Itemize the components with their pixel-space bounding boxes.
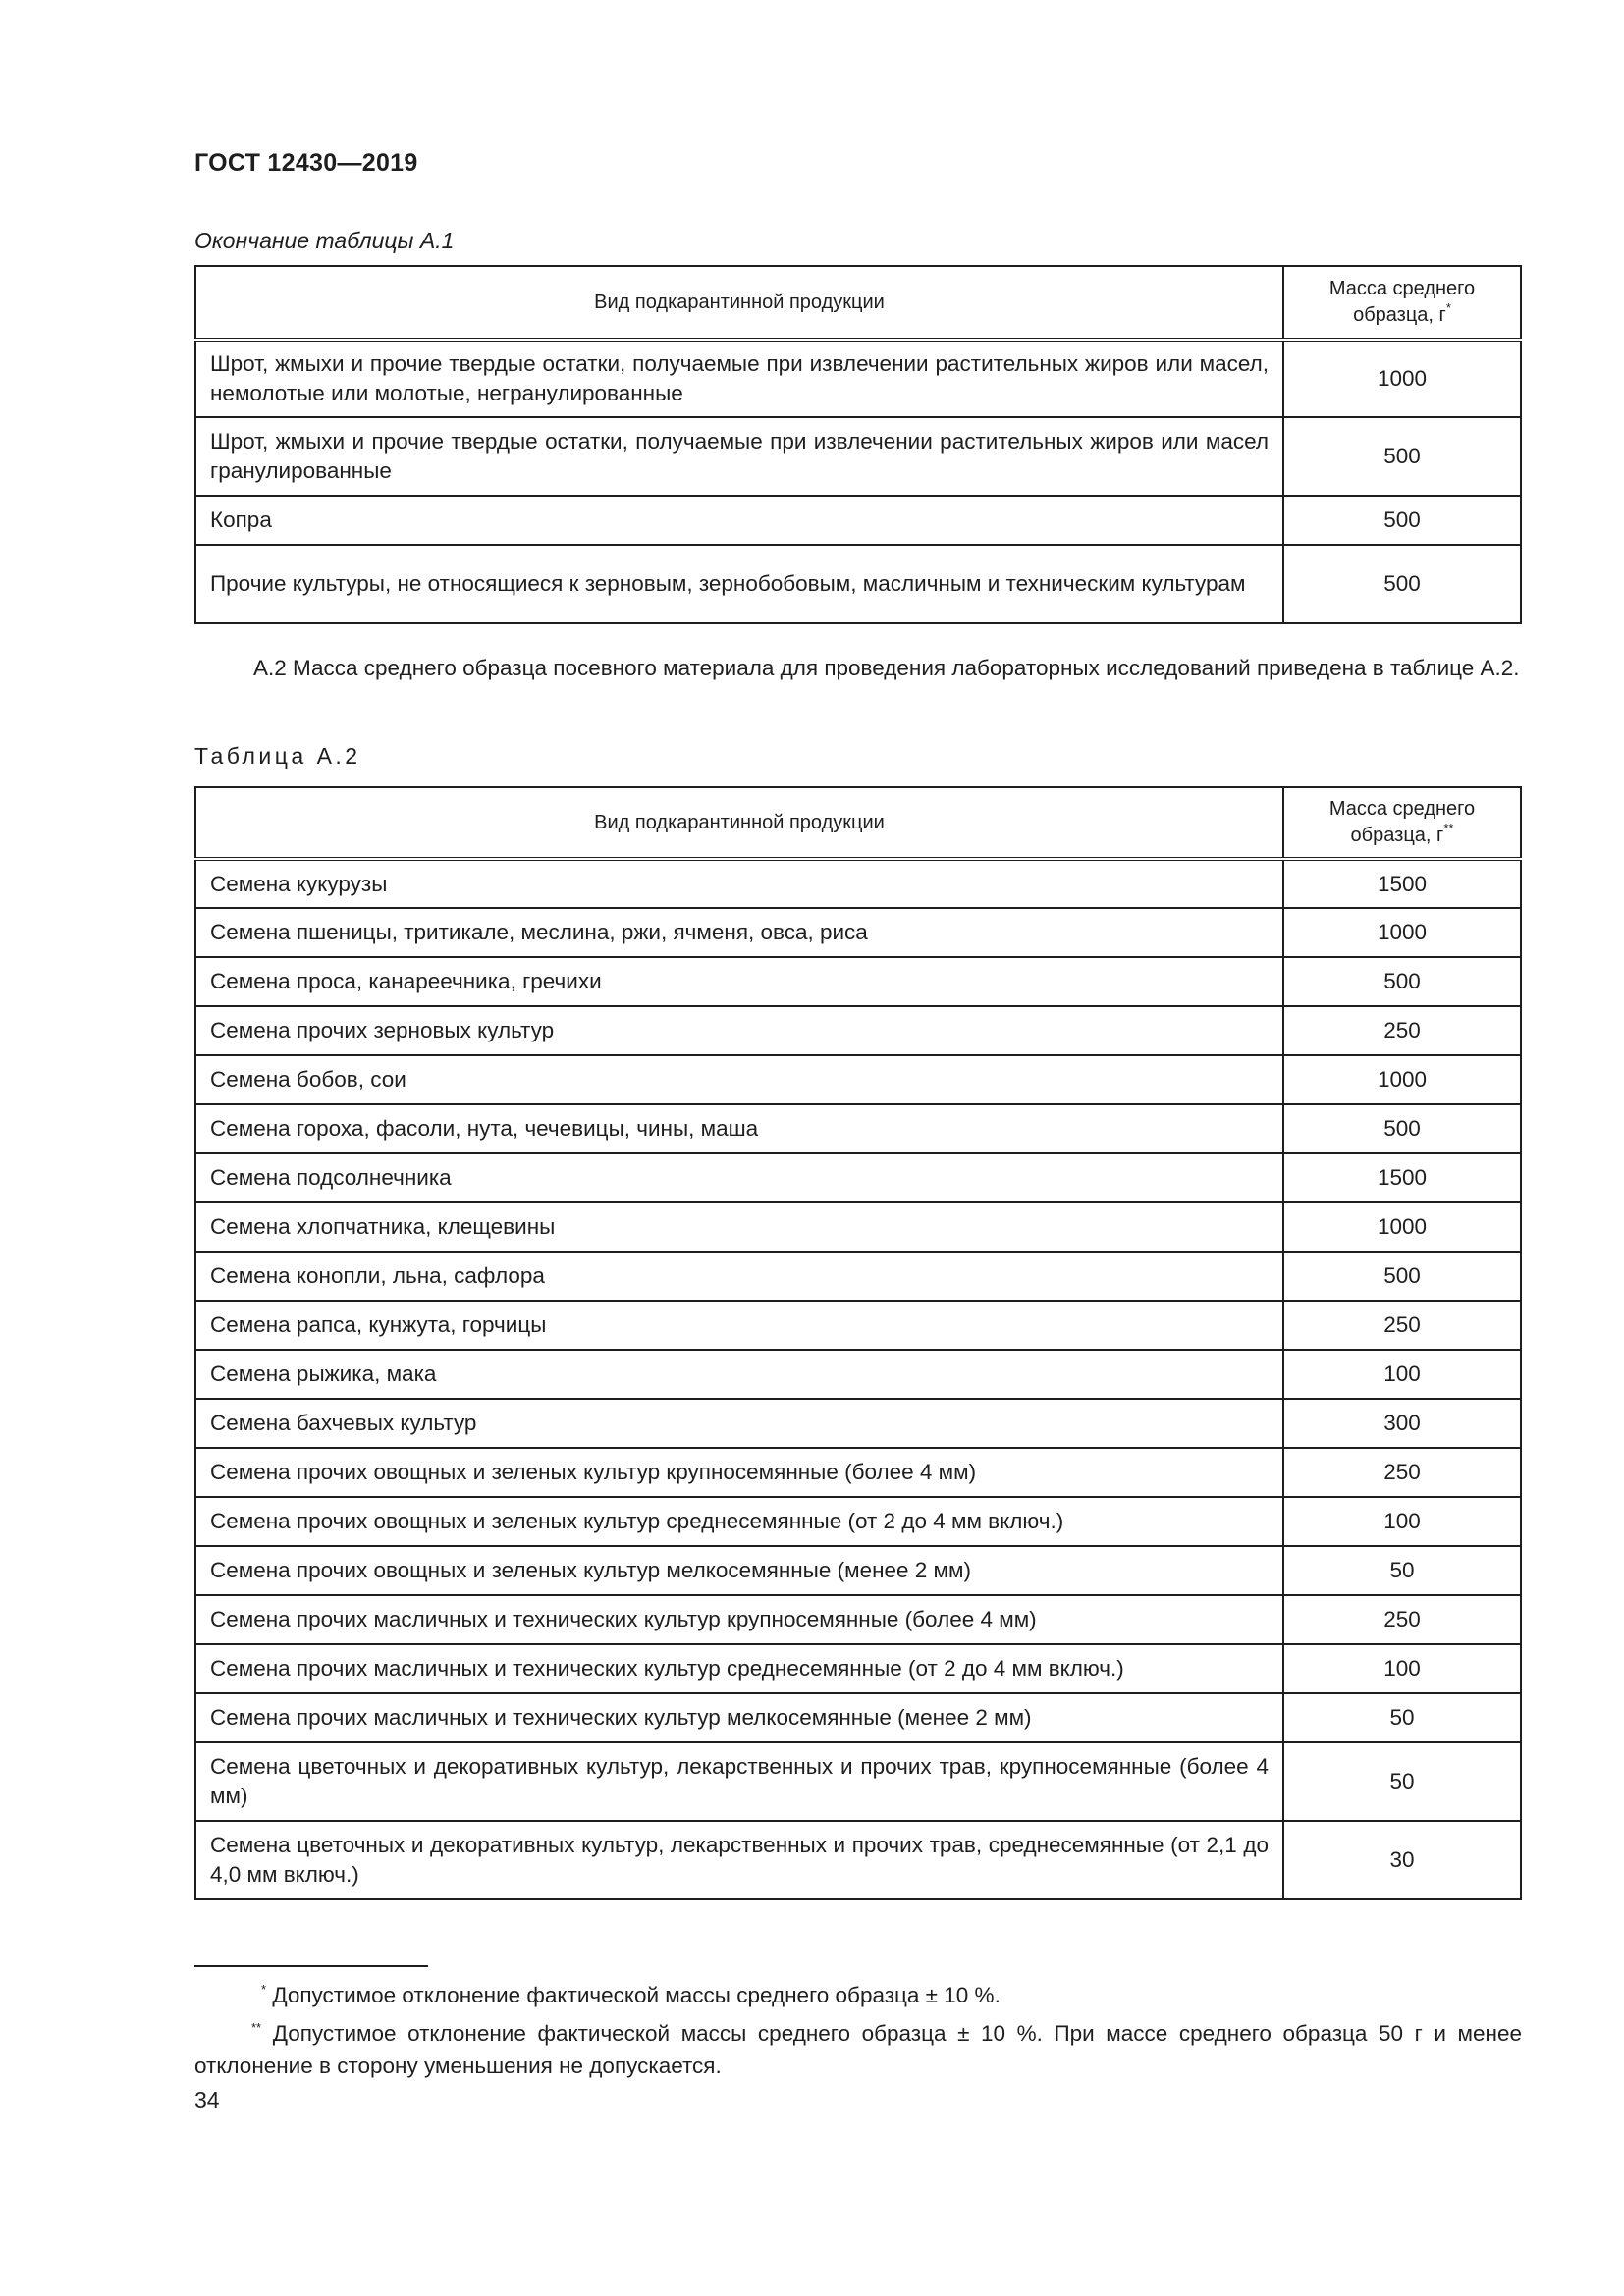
product-cell: Семена прочих зерновых культур [195, 1006, 1283, 1055]
product-cell: Семена пшеницы, тритикале, меслина, ржи, ячменя, овса, риса [195, 908, 1283, 957]
mass-cell: 1000 [1283, 1202, 1521, 1252]
product-cell: Семена прочих масличных и технических культур мелкосемянные (менее 2 мм) [195, 1693, 1283, 1742]
table-row [195, 1301, 1521, 1350]
table-row [195, 1006, 1521, 1055]
product-cell: Семена цветочных и декоративных культур, лекарственных и прочих трав, среднесемянные (от 2,1 до 4,0 мм включ.) [195, 1821, 1283, 1899]
column-header-product: Вид подкарантинной продукции [195, 266, 1283, 340]
mass-cell: 500 [1283, 957, 1521, 1006]
mass-cell: 500 [1283, 545, 1521, 623]
table-row [195, 340, 1521, 417]
table-row [195, 1399, 1521, 1448]
footnote-mark: * [1445, 300, 1451, 315]
mass-cell: 250 [1283, 1301, 1521, 1350]
table-row [195, 1153, 1521, 1202]
table-row [195, 1252, 1521, 1301]
mass-cell: 250 [1283, 1006, 1521, 1055]
footnote-mark: * [261, 1982, 267, 1997]
table-row [195, 1202, 1521, 1252]
column-header-mass-line2: образца, г [1350, 825, 1444, 846]
mass-cell: 1000 [1283, 908, 1521, 957]
table-row [195, 417, 1521, 496]
mass-cell: 500 [1283, 417, 1521, 496]
product-cell: Семена прочих овощных и зеленых культур среднесемянные (от 2 до 4 мм включ.) [195, 1497, 1283, 1546]
mass-cell: 1000 [1283, 1055, 1521, 1104]
table-header-row [195, 787, 1521, 859]
table-row [195, 1644, 1521, 1693]
product-cell: Семена бобов, сои [195, 1055, 1283, 1104]
column-header-product: Вид подкарантинной продукции [195, 787, 1283, 859]
column-header-mass [1283, 266, 1521, 340]
mass-cell: 250 [1283, 1448, 1521, 1497]
column-header-mass-line2: образца, г [1353, 304, 1446, 326]
footnote-mark: ** [251, 2020, 262, 2035]
product-cell: Семена прочих масличных и технических культур крупносемянные (более 4 мм) [195, 1595, 1283, 1644]
footnote-mark: ** [1443, 821, 1454, 835]
mass-cell: 1500 [1283, 1153, 1521, 1202]
table-row [195, 1497, 1521, 1546]
table-row [195, 1546, 1521, 1595]
mass-cell: 500 [1283, 496, 1521, 545]
table-row [195, 1742, 1521, 1821]
table-row [195, 1693, 1521, 1742]
mass-cell: 50 [1283, 1546, 1521, 1595]
mass-cell: 30 [1283, 1821, 1521, 1899]
table-a2 [194, 786, 1522, 1900]
product-cell: Копра [195, 496, 1283, 545]
product-cell: Семена подсолнечника [195, 1153, 1283, 1202]
mass-cell: 100 [1283, 1350, 1521, 1399]
mass-cell: 250 [1283, 1595, 1521, 1644]
table-row [195, 1055, 1521, 1104]
product-cell: Семена прочих овощных и зеленых культур крупносемянные (более 4 мм) [195, 1448, 1283, 1497]
table-a1 [194, 265, 1522, 624]
product-cell: Шрот, жмыхи и прочие твердые остатки, получаемые при извлечении растительных жиров или масел гранулированные [195, 417, 1283, 496]
mass-cell: 50 [1283, 1742, 1521, 1821]
table-row [195, 1104, 1521, 1153]
table-row [195, 1350, 1521, 1399]
table-row [195, 496, 1521, 545]
product-cell: Семена рапса, кунжута, горчицы [195, 1301, 1283, 1350]
product-cell: Семена хлопчатника, клещевины [195, 1202, 1283, 1252]
mass-cell: 100 [1283, 1497, 1521, 1546]
footnote-1 [194, 1979, 1522, 2011]
footnote-separator [194, 1965, 428, 1967]
mass-cell: 1000 [1283, 340, 1521, 417]
table-row [195, 957, 1521, 1006]
table-header-row [195, 266, 1521, 340]
column-header-mass [1283, 787, 1521, 859]
product-cell: Семена рыжика, мака [195, 1350, 1283, 1399]
mass-cell: 50 [1283, 1693, 1521, 1742]
table-row [195, 545, 1521, 623]
product-cell: Прочие культуры, не относящиеся к зерновым, зернобобовым, масличным и техническим культурам [195, 545, 1283, 623]
product-cell: Семена прочих масличных и технических культур среднесемянные (от 2 до 4 мм включ.) [195, 1644, 1283, 1693]
mass-cell: 500 [1283, 1104, 1521, 1153]
table-row [195, 1595, 1521, 1644]
mass-cell: 300 [1283, 1399, 1521, 1448]
table-row [195, 859, 1521, 908]
section-paragraph: А.2 Масса среднего образца посевного материала для проведения лабораторных исследований приведена в таблице А.2. [253, 656, 1520, 680]
column-header-mass-line1: Масса среднего [1328, 278, 1476, 299]
page-number: 34 [194, 2087, 220, 2112]
product-cell: Семена проса, канареечника, гречихи [195, 957, 1283, 1006]
mass-cell: 500 [1283, 1252, 1521, 1301]
footnote-text: Допустимое отклонение фактической массы среднего образца ± 10 %. При массе среднего образца 50 г и менее отклонение в сторону уменьшения не допускается. [194, 2021, 1522, 2078]
table-row [195, 1448, 1521, 1497]
table-row [195, 1821, 1521, 1899]
footnote-text: Допустимое отклонение фактической массы среднего образца ± 10 %. [272, 1983, 1001, 2007]
product-cell: Семена гороха, фасоли, нута, чечевицы, чины, маша [195, 1104, 1283, 1153]
product-cell: Семена конопли, льна, сафлора [195, 1252, 1283, 1301]
table2-caption: Таблица А.2 [194, 743, 361, 769]
table1-caption: Окончание таблицы А.1 [194, 228, 455, 253]
footnote-2 [194, 2017, 1522, 2082]
product-cell: Семена прочих овощных и зеленых культур мелкосемянные (менее 2 мм) [195, 1546, 1283, 1595]
mass-cell: 1500 [1283, 859, 1521, 908]
product-cell: Шрот, жмыхи и прочие твердые остатки, получаемые при извлечении растительных жиров или масел, немолотые или молотые, негранулированные [195, 340, 1283, 417]
product-cell: Семена бахчевых культур [195, 1399, 1283, 1448]
product-cell: Семена цветочных и декоративных культур, лекарственных и прочих трав, крупносемянные (более 4 мм) [195, 1742, 1283, 1821]
document-header: ГОСТ 12430—2019 [194, 149, 418, 177]
mass-cell: 100 [1283, 1644, 1521, 1693]
table-row [195, 908, 1521, 957]
product-cell: Семена кукурузы [195, 859, 1283, 908]
column-header-mass-line1: Масса среднего [1328, 798, 1476, 820]
